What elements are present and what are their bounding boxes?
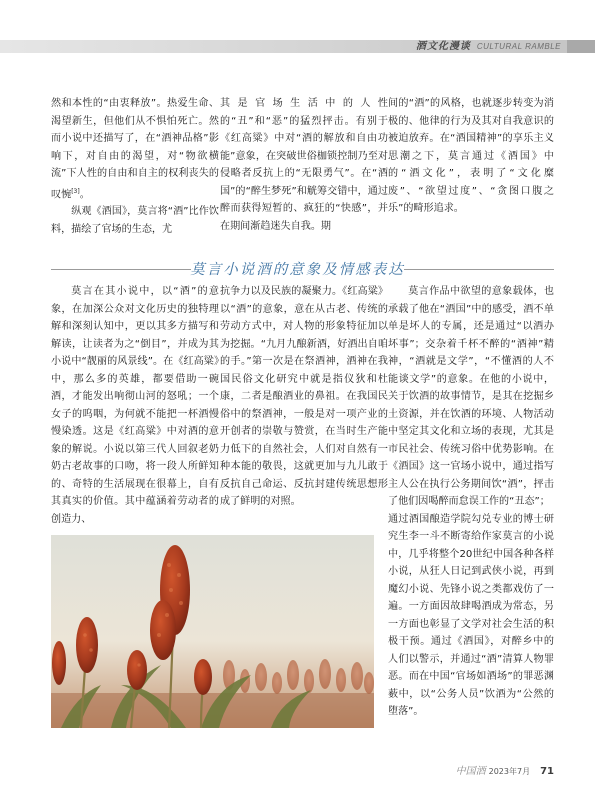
header-accent-block bbox=[567, 40, 595, 53]
sorghum-photo bbox=[51, 535, 374, 728]
page-footer bbox=[456, 762, 554, 777]
running-header bbox=[416, 41, 561, 52]
paragraph: 通过酒国酿造学院勾兑专业的博士研究生李一斗不断寄给作家莫言的小说中，几乎将整个20世纪中国各种各样小说，从狂人日记到武侠小说，再到魔幻小说、先锋小说之类都戏仿了一遍。一方面因故肆喝酒成为常态，另一方面也彰显了文学对社会生活的积极干预。通过《酒国》，对醉乡中的人们以警示，并通过“酒”清算人物罪恶。而在中国“官场如酒场”的罪恶渊薮中，以“公务人员”饮酒为“公然的堕落”。 bbox=[388, 513, 554, 717]
page-number: 71 bbox=[540, 766, 554, 777]
top-column-2 bbox=[220, 95, 388, 235]
section-name-en: CULTURAL RAMBLE bbox=[476, 42, 561, 51]
paragraph: 莫言在其小说中，以“酒”的意象，在加深公众对文化历史的独特理解和深刻认知中，更以其多方描写和解读，让读者为之“倒目”，并成为其小说中“靓丽的风景线”。在《红高粱》中，那么多的英雄，都要借助一碗酒，才能发出响彻山河的怒吼；一个女子的呜咽，为何就不能把一杯酒慢慢染透。这是《红高粱》中对酒的意象的解说。小说以第三代人回叙老奶奶古老故事的口吻，将一段人所鲜知的、奇特的生活展现在很幕上，自有其真实的价值。其中蕴涵着劳动者的创造力、 bbox=[51, 286, 219, 525]
section-column-2 bbox=[220, 283, 388, 511]
top-column-1 bbox=[51, 95, 219, 238]
paragraph: 其是官场生活中的人性的“丑”和“恶”的猛烈抨击。有别于《红高粱》中对“酒的解放和自由功能”意象，在突破世俗枷锁控制乃至对侵略者反抗上的“无限勇气”。在“酒国”的“醉生梦死”和觥筹交错中，通过醉而获得短暂的、疯狂的“快感”，并在期间渐趋迷失自我。期 bbox=[220, 98, 388, 232]
section-title: 莫言小说酒的意象及情感表达 bbox=[190, 262, 405, 278]
paragraph: 间的“酒”的风格，也就逐步转变为消极的、他律的行为及其对自我意识的被迫放弃。在“酒国精神”的享乐主义思潮之下，莫言通过《酒国》中的“酒文化”，表明了“文化糜废”、“欲望过度”、“贪图口腹之乐”的畸形追求。 bbox=[388, 98, 554, 214]
paragraph: 抗争力以及民族的凝聚力。《红高粱》以“酒”的意象，意在从古老、传统的劳动方式中，对人物的形象特征加以为挖掘。“九月九酿新酒，好酒出自咱的手。”第一次是在祭酒神，酒神在我国民俗文化研究中就是指仪狄和杜康，二者是酿酒业的鼻祖。在我国民俗中的祭酒神，一般是对一项产业的开创者的崇敬与赞赏，在当时生产能力低下的自然社会，人们对自然有一种本能的敬畏，这就更加与九儿敢于反抗自己命运、反抗封建传统思想形成了鲜明的对照。 bbox=[220, 286, 388, 507]
section-column-1 bbox=[51, 283, 219, 528]
paragraph bbox=[51, 95, 219, 203]
paragraph: 莫言作品中欲望的意象载体，也承载了他在“酒国”中的感受，酒不单单是坏人的专属，还是通过“以酒办坏事”；交杂着千杯不醉的“酒神”精神，“酒就是文学”，“不懂酒的人不能谈文学”的意象。在他的小说中，关于饮酒的故事情节，是其在挖掘乡土资源，并在饮酒的环境、人物活动中坚定其文化和立场的表现，尤其是市民社会、传统习俗中优势影响。在《酒国》这一官场小说中，通过指写主人公在执行公务期间饮“酒”，抨击了他们因喝醉而怠误工作的“丑态”； bbox=[388, 286, 554, 507]
paragraph: 纵观《酒国》，莫言将“酒”比作饮料，描绘了官场的生态，尤 bbox=[51, 206, 219, 235]
paragraph-text: 。 bbox=[79, 188, 90, 200]
issue-date: 2023年7月 bbox=[488, 767, 531, 776]
footnote-ref: [3] bbox=[71, 187, 80, 195]
section-name-cn: 酒文化漫谈 bbox=[415, 41, 471, 52]
magazine-logo: 中国酒 bbox=[455, 766, 486, 777]
section-column-3 bbox=[388, 283, 554, 721]
top-column-3 bbox=[388, 95, 554, 218]
paragraph-text: 然和本性的“由衷释放”。热爱生命、渴望新生，但他们从不惧怕死亡。然而小说中还描写了，在“酒神品格”影响下，对自由的渴望，对“物欲横流”下人性的自由和自主的权利丧失的叹惋 bbox=[51, 98, 219, 200]
